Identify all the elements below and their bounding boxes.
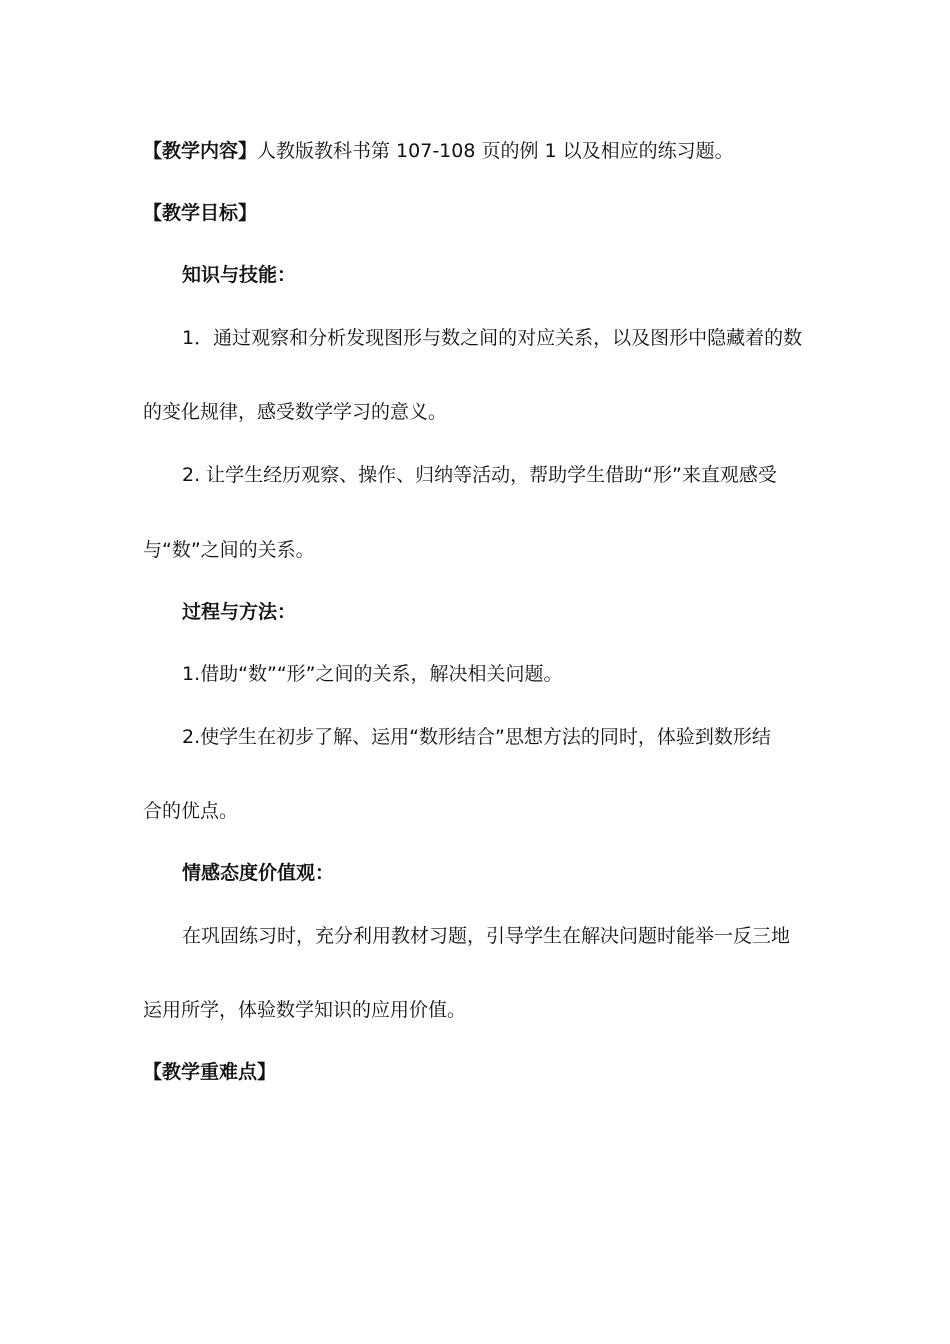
emotion-values-line1: 在巩固练习时，充分利用教材习题，引导学生在解决问题时能举一反三地 [182, 925, 791, 947]
knowledge-item2-line2: 与“数”之间的关系。 [143, 539, 315, 561]
process-item2-line2: 合的优点。 [143, 800, 239, 822]
emotion-values-line2: 运用所学，体验数学知识的应用价值。 [143, 999, 467, 1021]
emotion-values-heading: 情感态度价值观： [182, 862, 335, 884]
process-item2-line1: 2.使学生在初步了解、运用“数形结合”思想方法的同时，体验到数形结 [182, 726, 771, 748]
teaching-content-heading: 【教学内容】 [143, 140, 258, 162]
process-methods-heading: 过程与方法： [182, 601, 297, 623]
key-points-heading: 【教学重难点】 [143, 1061, 277, 1083]
teaching-goals-heading: 【教学目标】 [143, 202, 258, 224]
teaching-content-text: 人教版教科书第 107-108 页的例 1 以及相应的练习题。 [257, 140, 734, 162]
knowledge-item1-line2: 的变化规律，感受数学学习的意义。 [143, 401, 448, 423]
teaching-content-line [143, 138, 734, 164]
knowledge-item1-line1: 1．通过观察和分析发现图形与数之间的对应关系，以及图形中隐藏着的数 [182, 327, 803, 349]
knowledge-skills-heading: 知识与技能： [182, 264, 297, 286]
process-item1: 1.借助“数”“形”之间的关系，解决相关问题。 [182, 663, 563, 685]
knowledge-item2-line1: 2. 让学生经历观察、操作、归纳等活动，帮助学生借助“形”来直观感受 [182, 464, 777, 486]
